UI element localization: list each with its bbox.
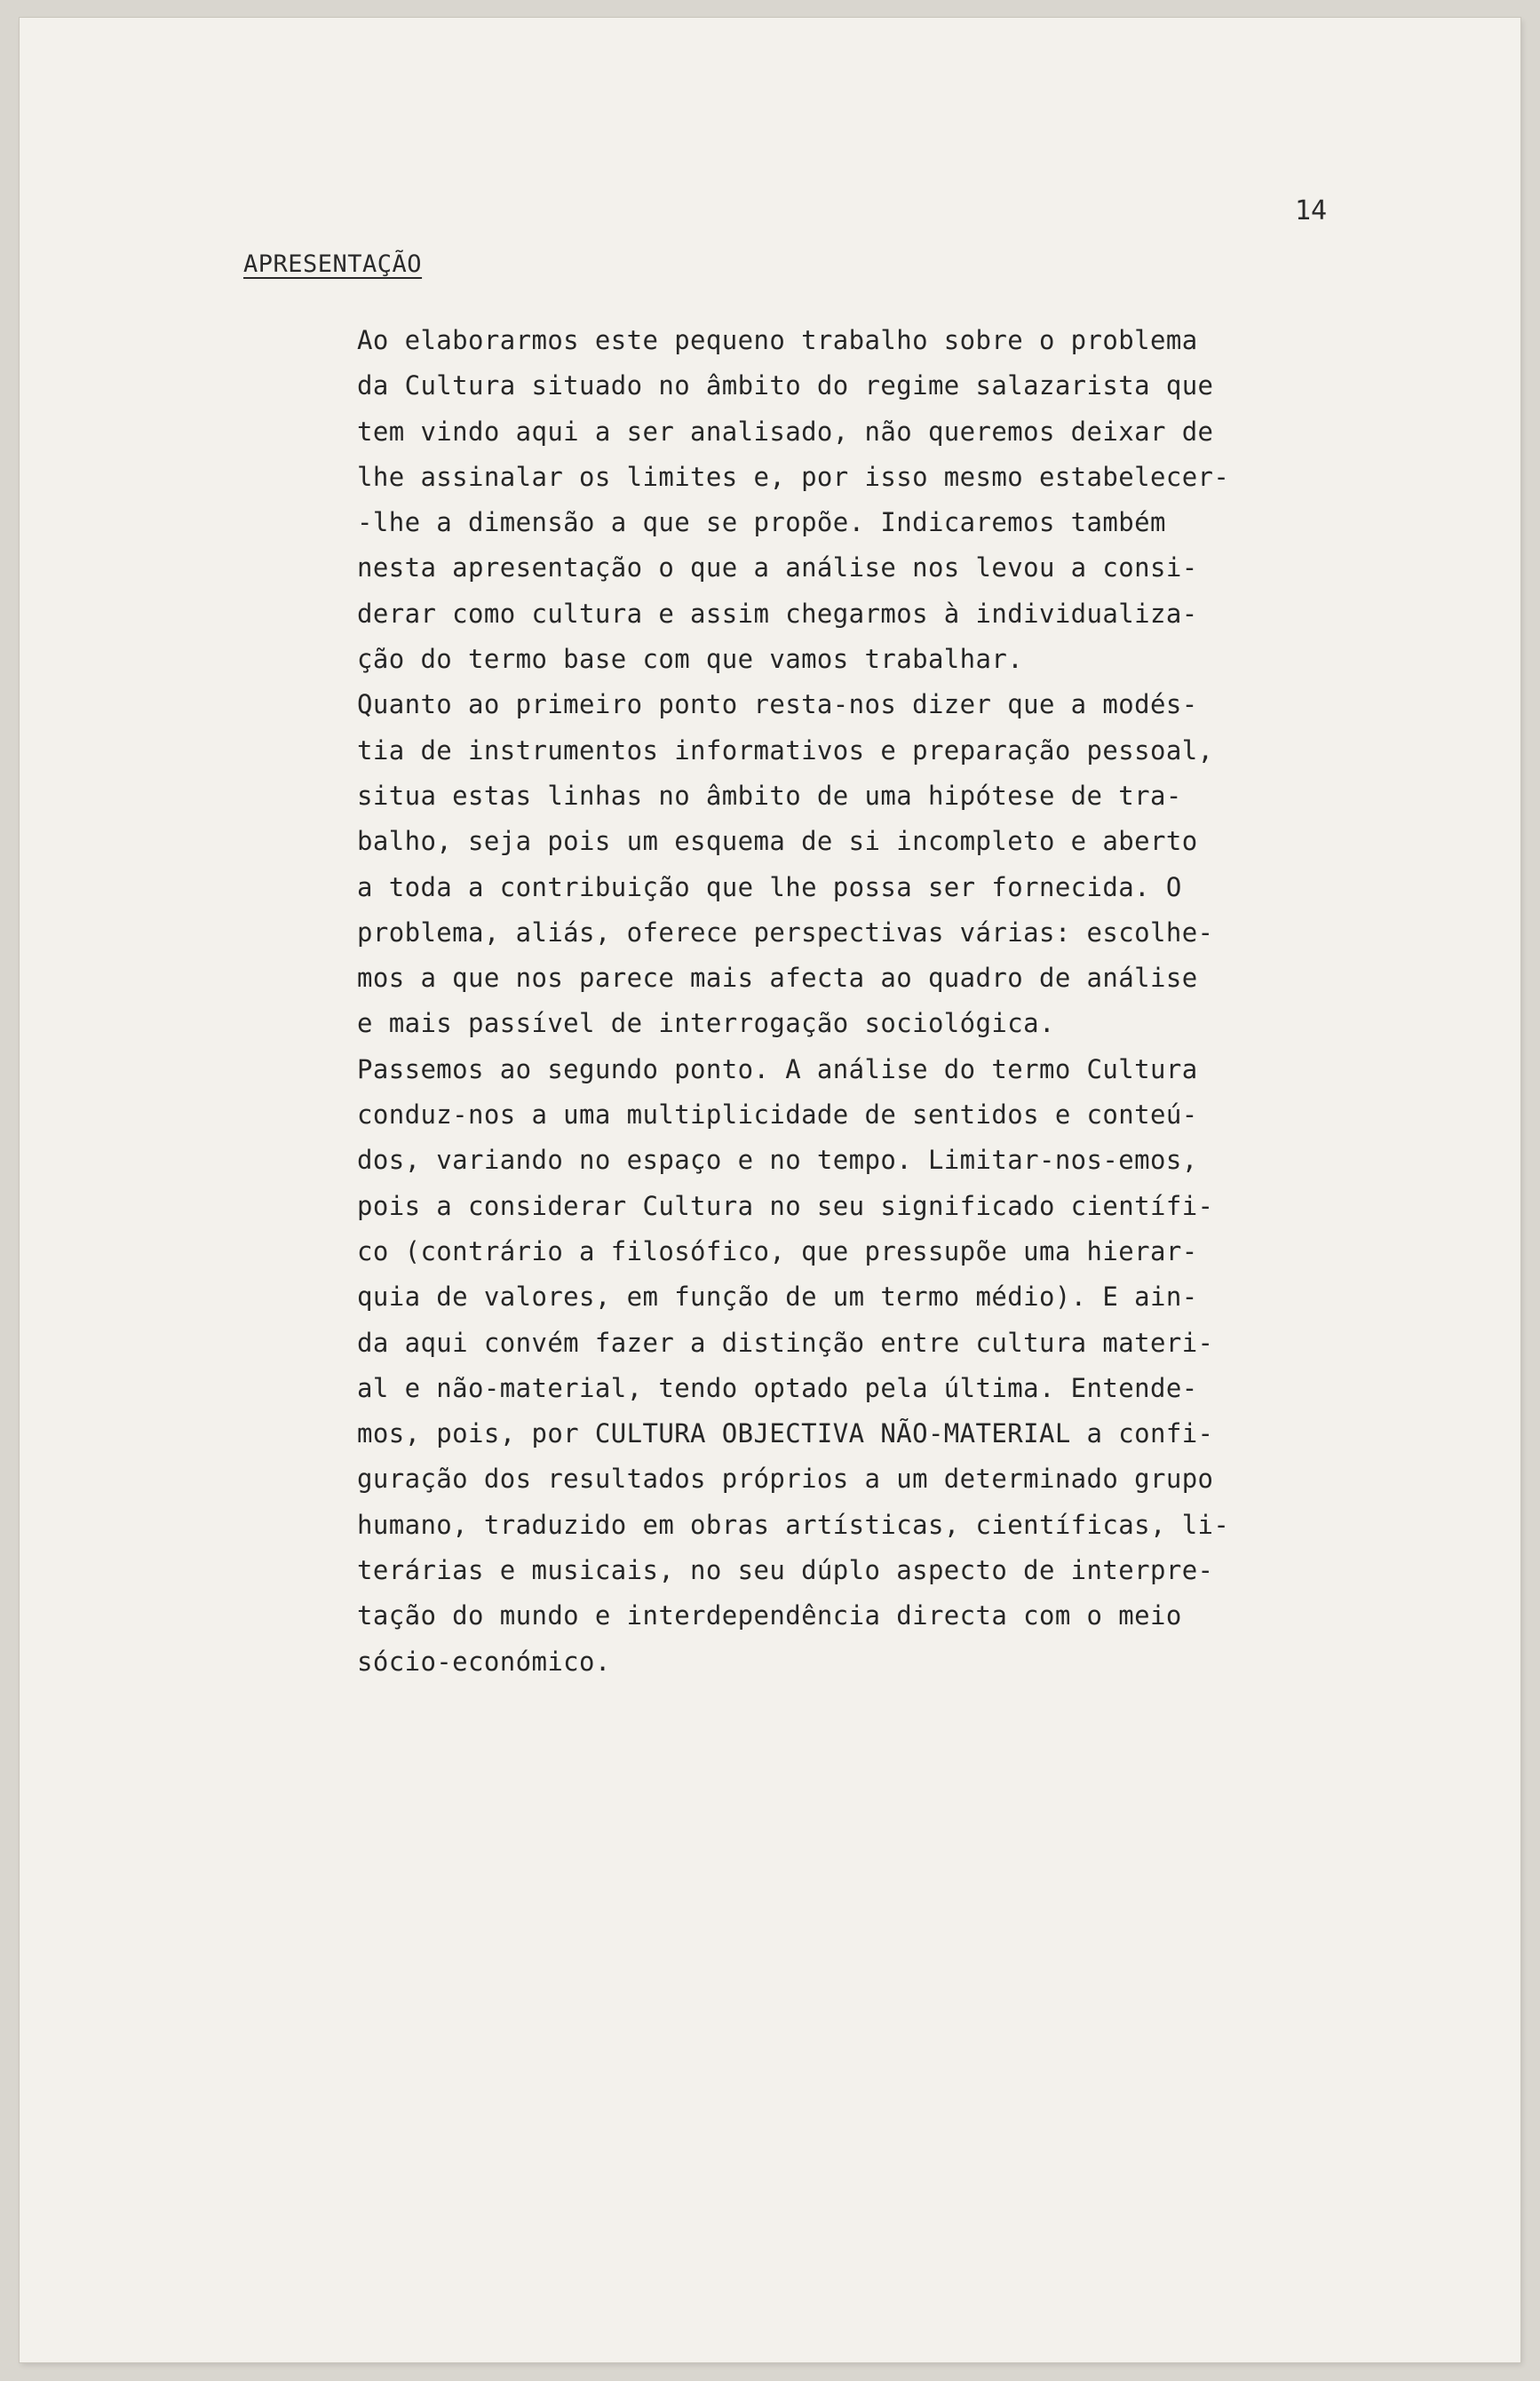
- text-line: derar como cultura e assim chegarmos à individualiza-: [357, 598, 1198, 629]
- text-line: nesta apresentação o que a análise nos levou a consi-: [357, 552, 1198, 583]
- page-number: 14: [1295, 195, 1328, 226]
- text-line: Quanto ao primeiro ponto resta-nos dizer que a modés-: [357, 689, 1198, 720]
- text-line: da Cultura situado no âmbito do regime salazarista que: [357, 370, 1214, 401]
- text-line: guração dos resultados próprios a um determinado grupo: [357, 1464, 1214, 1495]
- text-line: tia de instrumentos informativos e preparação pessoal,: [357, 734, 1214, 766]
- text-line: tação do mundo e interdependência directa com o meio: [357, 1600, 1182, 1631]
- document-title: APRESENTAÇÃO: [243, 250, 423, 278]
- text-line: co (contrário a filosófico, que pressupõe uma hierar-: [357, 1235, 1198, 1266]
- text-line: humano, traduzido em obras artísticas, científicas, li-: [357, 1509, 1230, 1540]
- text-line: sócio-económico.: [357, 1646, 611, 1677]
- text-line: ção do termo base com que vamos trabalhar.: [357, 644, 1024, 675]
- text-line: tem vindo aqui a ser analisado, não queremos deixar de: [357, 416, 1214, 447]
- text-line: terárias e musicais, no seu dúplo aspecto de interpre-: [357, 1555, 1214, 1586]
- text-line: balho, seja pois um esquema de si incompleto e aberto: [357, 826, 1198, 857]
- text-line: a toda a contribuição que lhe possa ser fornecida. O: [357, 871, 1182, 902]
- text-line: Passemos ao segundo ponto. A análise do termo Cultura: [357, 1053, 1198, 1084]
- text-line: situa estas linhas no âmbito de uma hipótese de tra-: [357, 780, 1182, 811]
- text-line: dos, variando no espaço e no tempo. Limitar-nos-emos,: [357, 1145, 1198, 1176]
- body-text: [357, 318, 1387, 1685]
- text-line: quia de valores, em função de um termo médio). E ain-: [357, 1282, 1198, 1313]
- text-line: mos, pois, por CULTURA OBJECTIVA NÃO-MATERIAL a confi-: [357, 1418, 1214, 1449]
- document-page: [20, 18, 1520, 2362]
- text-line: lhe assinalar os limites e, por isso mesmo estabelecer-: [357, 461, 1230, 492]
- text-line: -lhe a dimensão a que se propõe. Indicaremos também: [357, 507, 1166, 538]
- text-line: pois a considerar Cultura no seu significado científi-: [357, 1190, 1214, 1221]
- text-line: al e não-material, tendo optado pela última. Entende-: [357, 1372, 1198, 1403]
- text-line: e mais passível de interrogação sociológica.: [357, 1008, 1055, 1039]
- text-line: mos a que nos parece mais afecta ao quadro de análise: [357, 963, 1198, 994]
- text-line: problema, aliás, oferece perspectivas várias: escolhe-: [357, 917, 1214, 948]
- text-line: conduz-nos a uma multiplicidade de sentidos e conteú-: [357, 1099, 1198, 1131]
- text-line: da aqui convém fazer a distinção entre cultura materi-: [357, 1327, 1214, 1358]
- text-line: Ao elaborarmos este pequeno trabalho sobre o problema: [357, 325, 1198, 355]
